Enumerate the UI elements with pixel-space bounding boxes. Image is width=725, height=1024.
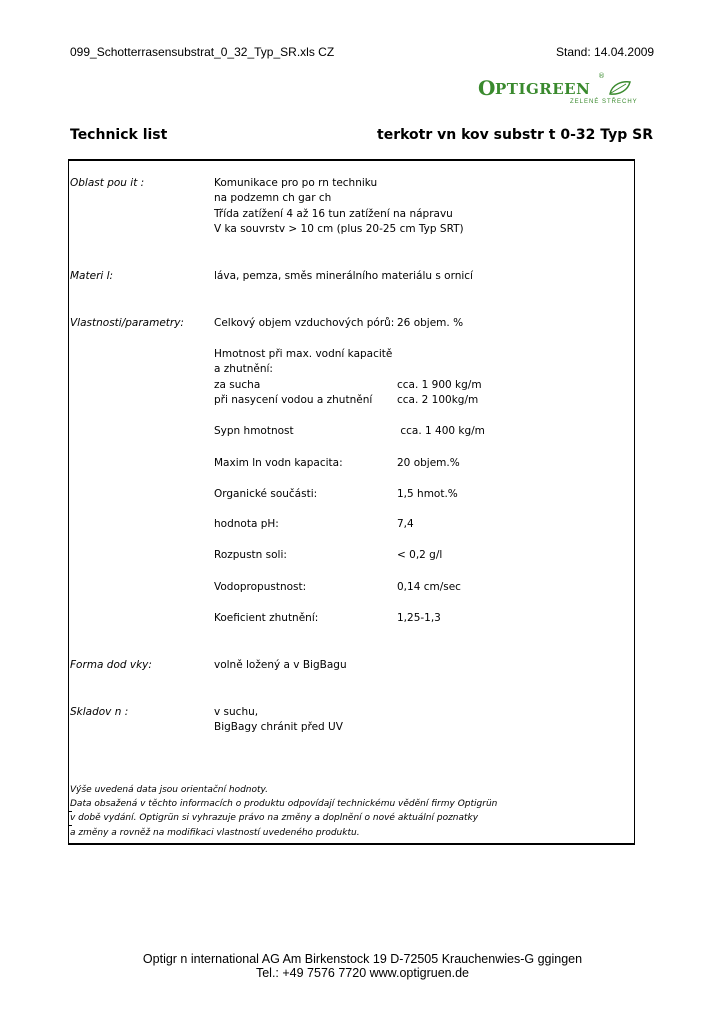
organic-value: 1,5 hmot.% (397, 488, 458, 500)
weight-heading: Hmotnost při max. vodní kapacitě (214, 348, 393, 360)
water-capacity-name: Maxim ln vodn kapacita: (214, 457, 343, 469)
bulk-weight-value: cca. 1 400 kg/m (397, 425, 485, 437)
note-line: Výše uvedená data jsou orientační hodnoty. (70, 785, 269, 795)
salts-name: Rozpustn soli: (214, 549, 287, 561)
usage-line: na podzemn ch gar ch (214, 192, 332, 204)
delivery-label: Forma dod vky: (70, 659, 152, 671)
leaf-icon (608, 80, 632, 96)
organic-name: Organické součásti: (214, 488, 318, 500)
logo-wordmark: O (478, 76, 496, 100)
properties-label: Vlastnosti/parametry: (70, 317, 184, 329)
weight-heading: a zhutnění: (214, 363, 273, 375)
compaction-name: Koeficient zhutnění: (214, 612, 319, 624)
water-capacity-value: 20 objem.% (397, 457, 460, 469)
salts-value: < 0,2 g/l (397, 549, 443, 561)
saturated-weight-name: při nasycení vodou a zhutnění (214, 394, 373, 406)
logo-tagline: ZELENÉ STŘECHY (570, 99, 638, 105)
note-line: v době vydání. Optigrün si vyhrazuje právo na změny a doplnění o nové aktuální poznatky (70, 813, 479, 823)
delivery-value: volně ložený a v BigBagu (214, 659, 347, 671)
document-title: Technick list (70, 127, 168, 143)
air-volume-value: 26 objem. % (397, 317, 464, 329)
data-sheet-frame (68, 159, 635, 845)
logo-wordmark-rest: PTIGREEN (495, 80, 591, 98)
usage-line: V ka souvrstv > 10 cm (plus 20-25 cm Typ SRT) (214, 223, 464, 235)
product-title: terkotr vn kov substr t 0-32 Typ SR (377, 127, 654, 143)
air-volume-name: Celkový objem vzduchových pórů: (214, 317, 395, 329)
usage-label: Oblast pou it : (70, 177, 145, 189)
usage-line: Komunikace pro po rn techniku (214, 177, 378, 189)
usage-line: Třída zatížení 4 až 16 tun zatížení na nápravu (214, 208, 453, 220)
footer-address: Optigr n international AG Am Birkenstock 19 D-72505 Krauchenwies-G ggingen (142, 952, 583, 966)
compaction-value: 1,25-1,3 (397, 612, 441, 624)
permeability-name: Vodopropustnost: (214, 581, 307, 593)
material-label: Materi l: (70, 270, 114, 282)
material-value: láva, pemza, směs minerálního materiálu s ornicí (214, 270, 473, 282)
ph-value: 7,4 (397, 518, 414, 530)
permeability-value: 0,14 cm/sec (397, 581, 461, 593)
footer-contact: Tel.: +49 7576 7720 www.optigruen.de (255, 966, 469, 980)
dry-weight-value: cca. 1 900 kg/m (397, 379, 482, 391)
dry-weight-name: za sucha (214, 379, 261, 391)
storage-label: Skladov n : (70, 706, 129, 718)
file-name: 099_Schotterrasensubstrat_0_32_Typ_SR.xls CZ (70, 45, 335, 59)
ph-name: hodnota pH: (214, 518, 279, 530)
saturated-weight-value: cca. 2 100kg/m (397, 394, 479, 406)
note-line: Data obsažená v těchto informacích o produktu odpovídají technickému vědění firmy Optigrün (70, 799, 498, 809)
optigreen-logo (478, 72, 638, 108)
note-divider (69, 811, 72, 812)
bulk-weight-name: Sypn hmotnost (214, 425, 294, 437)
note-divider (69, 825, 72, 826)
registered-mark: ® (598, 72, 605, 80)
document-date: Stand: 14.04.2009 (556, 45, 655, 59)
storage-line: BigBagy chránit před UV (214, 721, 343, 733)
storage-line: v suchu, (214, 706, 259, 718)
note-line: a změny a rovněž na modifikaci vlastností uvedeného produktu. (70, 828, 360, 838)
